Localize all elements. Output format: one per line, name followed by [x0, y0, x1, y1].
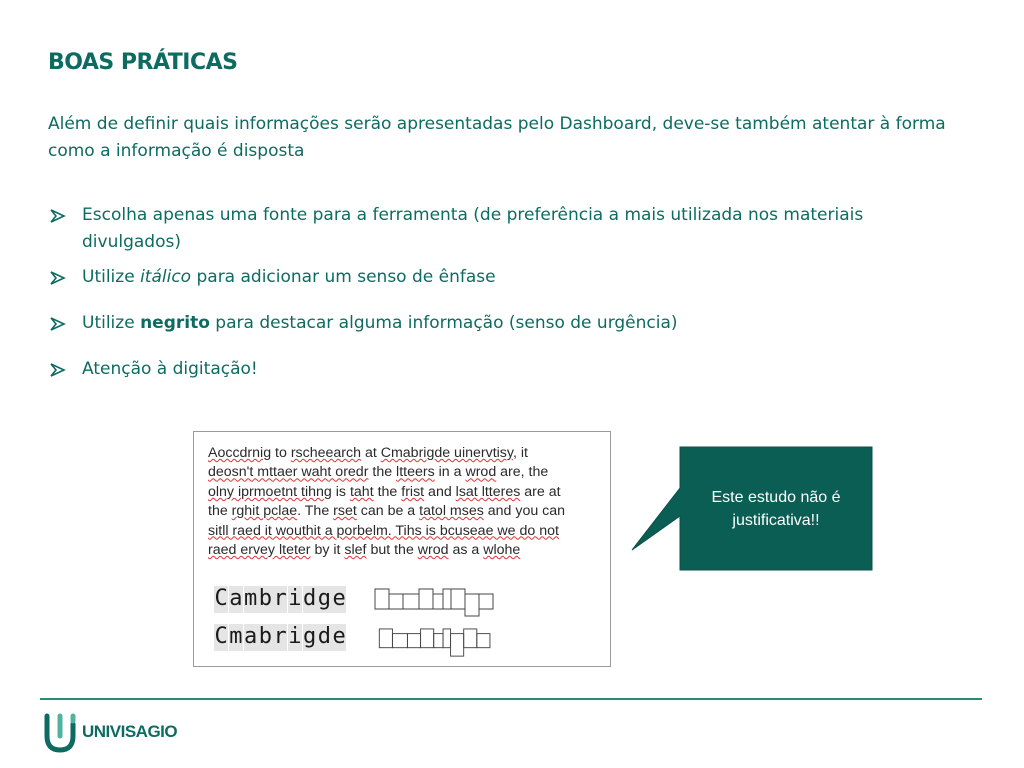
arrow-bullet-icon — [50, 209, 66, 223]
italic-word: itálico — [140, 267, 192, 287]
paragraph-line: deosn't mttaer waht oredr the ltteers in a wrod are, the — [208, 464, 549, 481]
bullet-bold — [50, 310, 950, 337]
letter-box: m — [244, 586, 258, 611]
bullet-list — [50, 202, 950, 383]
footer-divider — [40, 698, 982, 700]
logo-text: UNIVISAGIO — [82, 722, 178, 741]
bullet-typing — [50, 356, 950, 383]
bullet-text: Atenção à digitação! — [82, 359, 258, 379]
letter-box: e — [332, 586, 346, 611]
letter-box: i — [288, 624, 302, 649]
letter-box: b — [258, 624, 272, 649]
paragraph-line: olny iprmoetnt tihng is taht the frist and lsat ltteres are at — [208, 483, 561, 500]
letter-box: m — [229, 624, 243, 649]
letter-box: g — [303, 624, 317, 649]
letter-box: a — [244, 624, 258, 649]
letter-box: d — [317, 624, 331, 649]
paragraph-line: the rghit pclae. The rset can be a tatol mses and you can — [208, 503, 566, 520]
scrambled-paragraph — [208, 444, 598, 560]
word-cambridge — [214, 586, 347, 614]
letter-box: r — [273, 586, 287, 611]
letter-box: g — [317, 586, 331, 611]
letter-box: e — [332, 624, 346, 649]
letter-box: i — [288, 586, 302, 611]
paragraph-line: raed ervey lteter by it slef but the wrod as a wlohe — [208, 542, 521, 559]
paragraph-line: sitll raed it wouthit a porbelm. Tihs is bcuseae we do not — [208, 522, 559, 539]
arrow-bullet-icon — [50, 317, 66, 331]
arrow-bullet-icon — [50, 363, 66, 377]
arrow-bullet-icon — [50, 271, 66, 285]
letter-box: C — [214, 624, 228, 649]
scrambled-text-image — [193, 431, 611, 667]
bullet-text: Utilize — [82, 267, 141, 287]
paragraph-line: Aoccdrnig to rscheearch at Cmabrigde uinervtisy, it — [208, 445, 528, 461]
letter-box: a — [229, 586, 243, 611]
callout-text: Este estudo não é justificativa!! — [711, 489, 841, 529]
letter-box: r — [273, 624, 287, 649]
bullet-text: Utilize — [82, 313, 141, 333]
bold-word: negrito — [140, 313, 210, 333]
bullet-italic — [50, 264, 950, 291]
bullet-text: para destacar alguma informação (senso de urgência) — [209, 313, 678, 333]
letter-box: d — [303, 586, 317, 611]
word-cmabrigde — [214, 624, 347, 652]
page-title: BOAS PRÁTICAS — [48, 50, 238, 75]
word-shape-boxes — [374, 588, 514, 618]
letter-box: b — [258, 586, 272, 611]
word-shape-boxes — [374, 628, 514, 658]
bullet-text: Escolha apenas uma fonte para a ferramenta (de preferência a mais utilizada nos materiais divulgados) — [82, 205, 864, 252]
bullet-one-font — [50, 202, 950, 256]
letter-box: C — [214, 586, 228, 611]
intro-text: Além de definir quais informações serão apresentadas pelo Dashboard, deve-se também atentar à forma como a informação é disposta — [48, 114, 946, 161]
bullet-text: para adicionar um senso de ênfase — [191, 267, 496, 287]
